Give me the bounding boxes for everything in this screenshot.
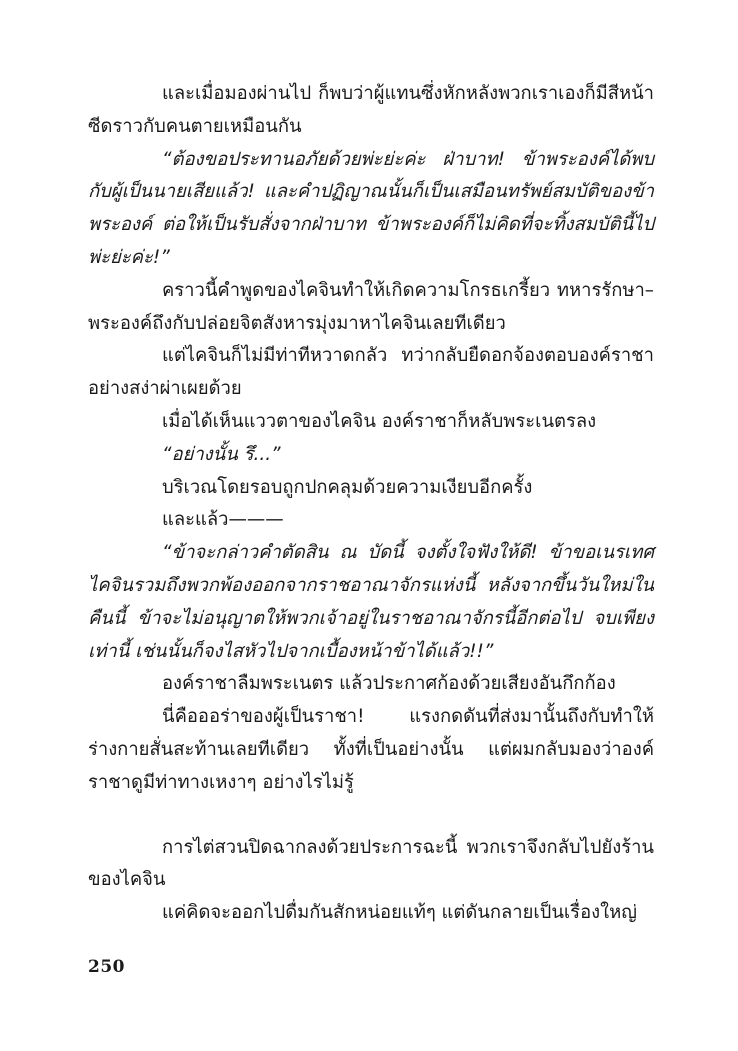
paragraph-2-dialogue: “ต้องขอประทานอภัยด้วยพ่ะย่ะค่ะ ฝ่าบาท! ข้าพระองค์ได้พบกับผู้เป็นนายเสียแล้ว! และคำปฏิญาณนั้นก็เป็นเสมือนทรัพย์สมบัติของข้าพระองค์ ต่อให้เป็นรับสั่งจากฝ่าบาท ข้าพระองค์ก็ไม่คิดที่จะทิ้งสมบัตินี้ไปพ่ะย่ะค่ะ!” [88,148,654,268]
paragraph-8: และแล้ว——— [162,509,284,531]
paragraph-1: และเมื่อมองผ่านไป ก็พบว่าผู้แทนซึ่งหักหลังพวกเราเองก็มีสีหน้าซีดราวกับคนตายเหมือนกัน [88,83,654,137]
paragraph-11: นี่คือออร่าของผู้เป็นราชา! แรงกดดันที่ส่งมานั้นถึงกับทำให้ร่างกายสั่นสะท้านเลยทีเดียว ทั้งที่เป็นอย่างนั้น แต่ผมกลับมองว่าองค์ราชาดูมีท่าทางเหงาๆ อย่างไรไม่รู้ [88,706,654,793]
page-number: 250 [88,957,125,977]
paragraph-13: แค่คิดจะออกไปดื่มกันสักหน่อยแท้ๆ แต่ดันกลายเป็นเรื่องใหญ่ [162,902,637,924]
paragraph-6-dialogue: “อย่างนั้น รึ...” [162,443,281,465]
paragraph-3: คราวนี้คำพูดของไคจินทำให้เกิดความโกรธเกรี้ยว ทหารรักษา–พระองค์ถึงกับปล่อยจิตสังหารมุ่งมาหาไคจินเลยทีเดียว [88,279,654,334]
paragraph-12: การไต่สวนปิดฉากลงด้วยประการฉะนี้ พวกเราจึงกลับไปยังร้านของไคจิน [88,836,654,891]
paragraph-9-dialogue: “ข้าจะกล่าวคำตัดสิน ณ บัดนี้ จงตั้งใจฟังให้ดี! ข้าขอเนรเทศไคจินรวมถึงพวกพ้องออกจากราชอาณาจักรแห่งนี้ หลังจากขึ้นวันใหม่ในคืนนี้ ข้าจะไม่อนุญาตให้พวกเจ้าอยู่ในราชอาณาจักรนี้อีกต่อไป จบเพียงเท่านี้ เช่นนั้นก็จงไสหัวไปจากเบื้องหน้าข้าได้แล้ว!!” [88,542,654,662]
paragraph-4: แต่ไคจินก็ไม่มีท่าทีหวาดกลัว ทว่ากลับยืดอกจ้องตอบองค์ราชาอย่างสง่าผ่าเผยด้วย [88,345,654,400]
paragraph-7: บริเวณโดยรอบถูกปกคลุมด้วยความเงียบอีกครั้ง [162,476,533,498]
paragraph-10: องค์ราชาลืมพระเนตร แล้วประกาศก้องด้วยเสียงอันกึกก้อง [162,673,616,695]
paragraph-5: เมื่อได้เห็นแววตาของไคจิน องค์ราชาก็หลับพระเนตรลง [162,410,597,432]
body-text [88,78,654,930]
